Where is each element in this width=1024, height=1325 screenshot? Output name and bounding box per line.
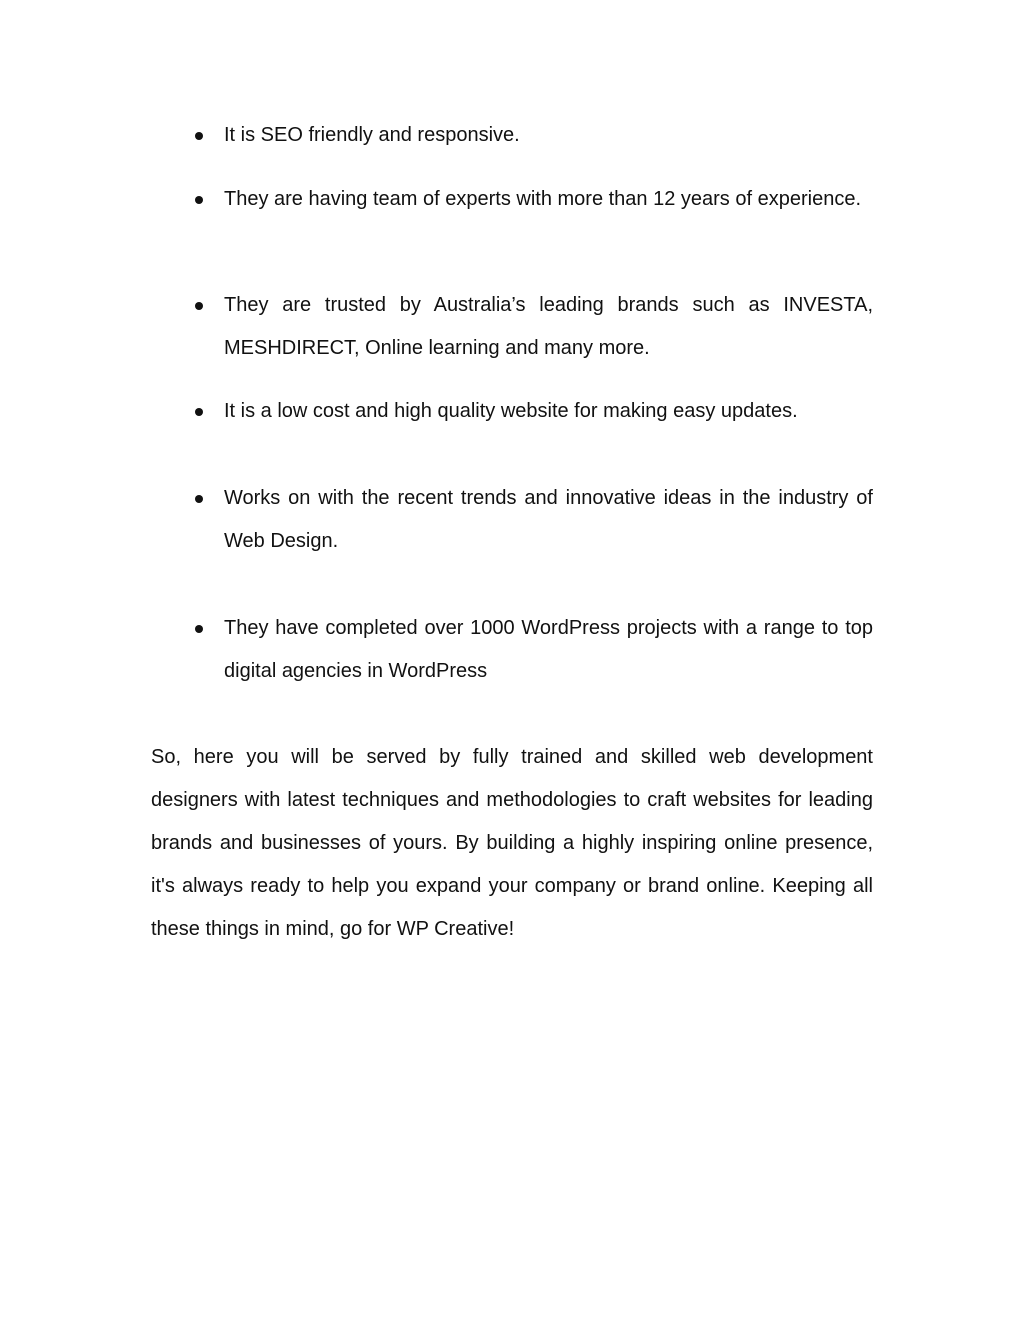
bullet-dot-icon xyxy=(195,132,203,140)
bullet-item-trusted-brands xyxy=(190,284,873,370)
closing-paragraph: So, here you will be served by fully trained and skilled web development designers with latest techniques and methodologies to craft websites for leading brands and businesses of yours. By building a highly inspiring online presence, it's always ready to help you expand your company or brand online. Keeping all these things in mind, go for WP Creative! xyxy=(151,746,873,940)
bullet-item-projects xyxy=(190,607,873,693)
bullet-text: They have completed over 1000 WordPress projects with a range to top digital agencies in WordPress xyxy=(224,617,873,682)
bullet-dot-icon xyxy=(195,196,203,204)
bullet-item-seo xyxy=(190,114,873,157)
bullet-dot-icon xyxy=(195,302,203,310)
bullet-text: It is SEO friendly and responsive. xyxy=(224,124,520,146)
bullet-dot-icon xyxy=(195,408,203,416)
bullet-item-trends xyxy=(190,477,873,563)
bullet-text: It is a low cost and high quality website for making easy updates. xyxy=(224,400,798,422)
bullet-text: They are trusted by Australia’s leading brands such as INVESTA, MESHDIRECT, Online learning and many more. xyxy=(224,294,873,359)
bullet-item-experts xyxy=(190,178,873,221)
bullet-dot-icon xyxy=(195,495,203,503)
bullet-item-low-cost xyxy=(190,390,873,433)
bullet-text: They are having team of experts with more than 12 years of experience. xyxy=(224,188,862,210)
bullet-text: Works on with the recent trends and innovative ideas in the industry of Web Design. xyxy=(224,487,873,552)
bullet-dot-icon xyxy=(195,625,203,633)
